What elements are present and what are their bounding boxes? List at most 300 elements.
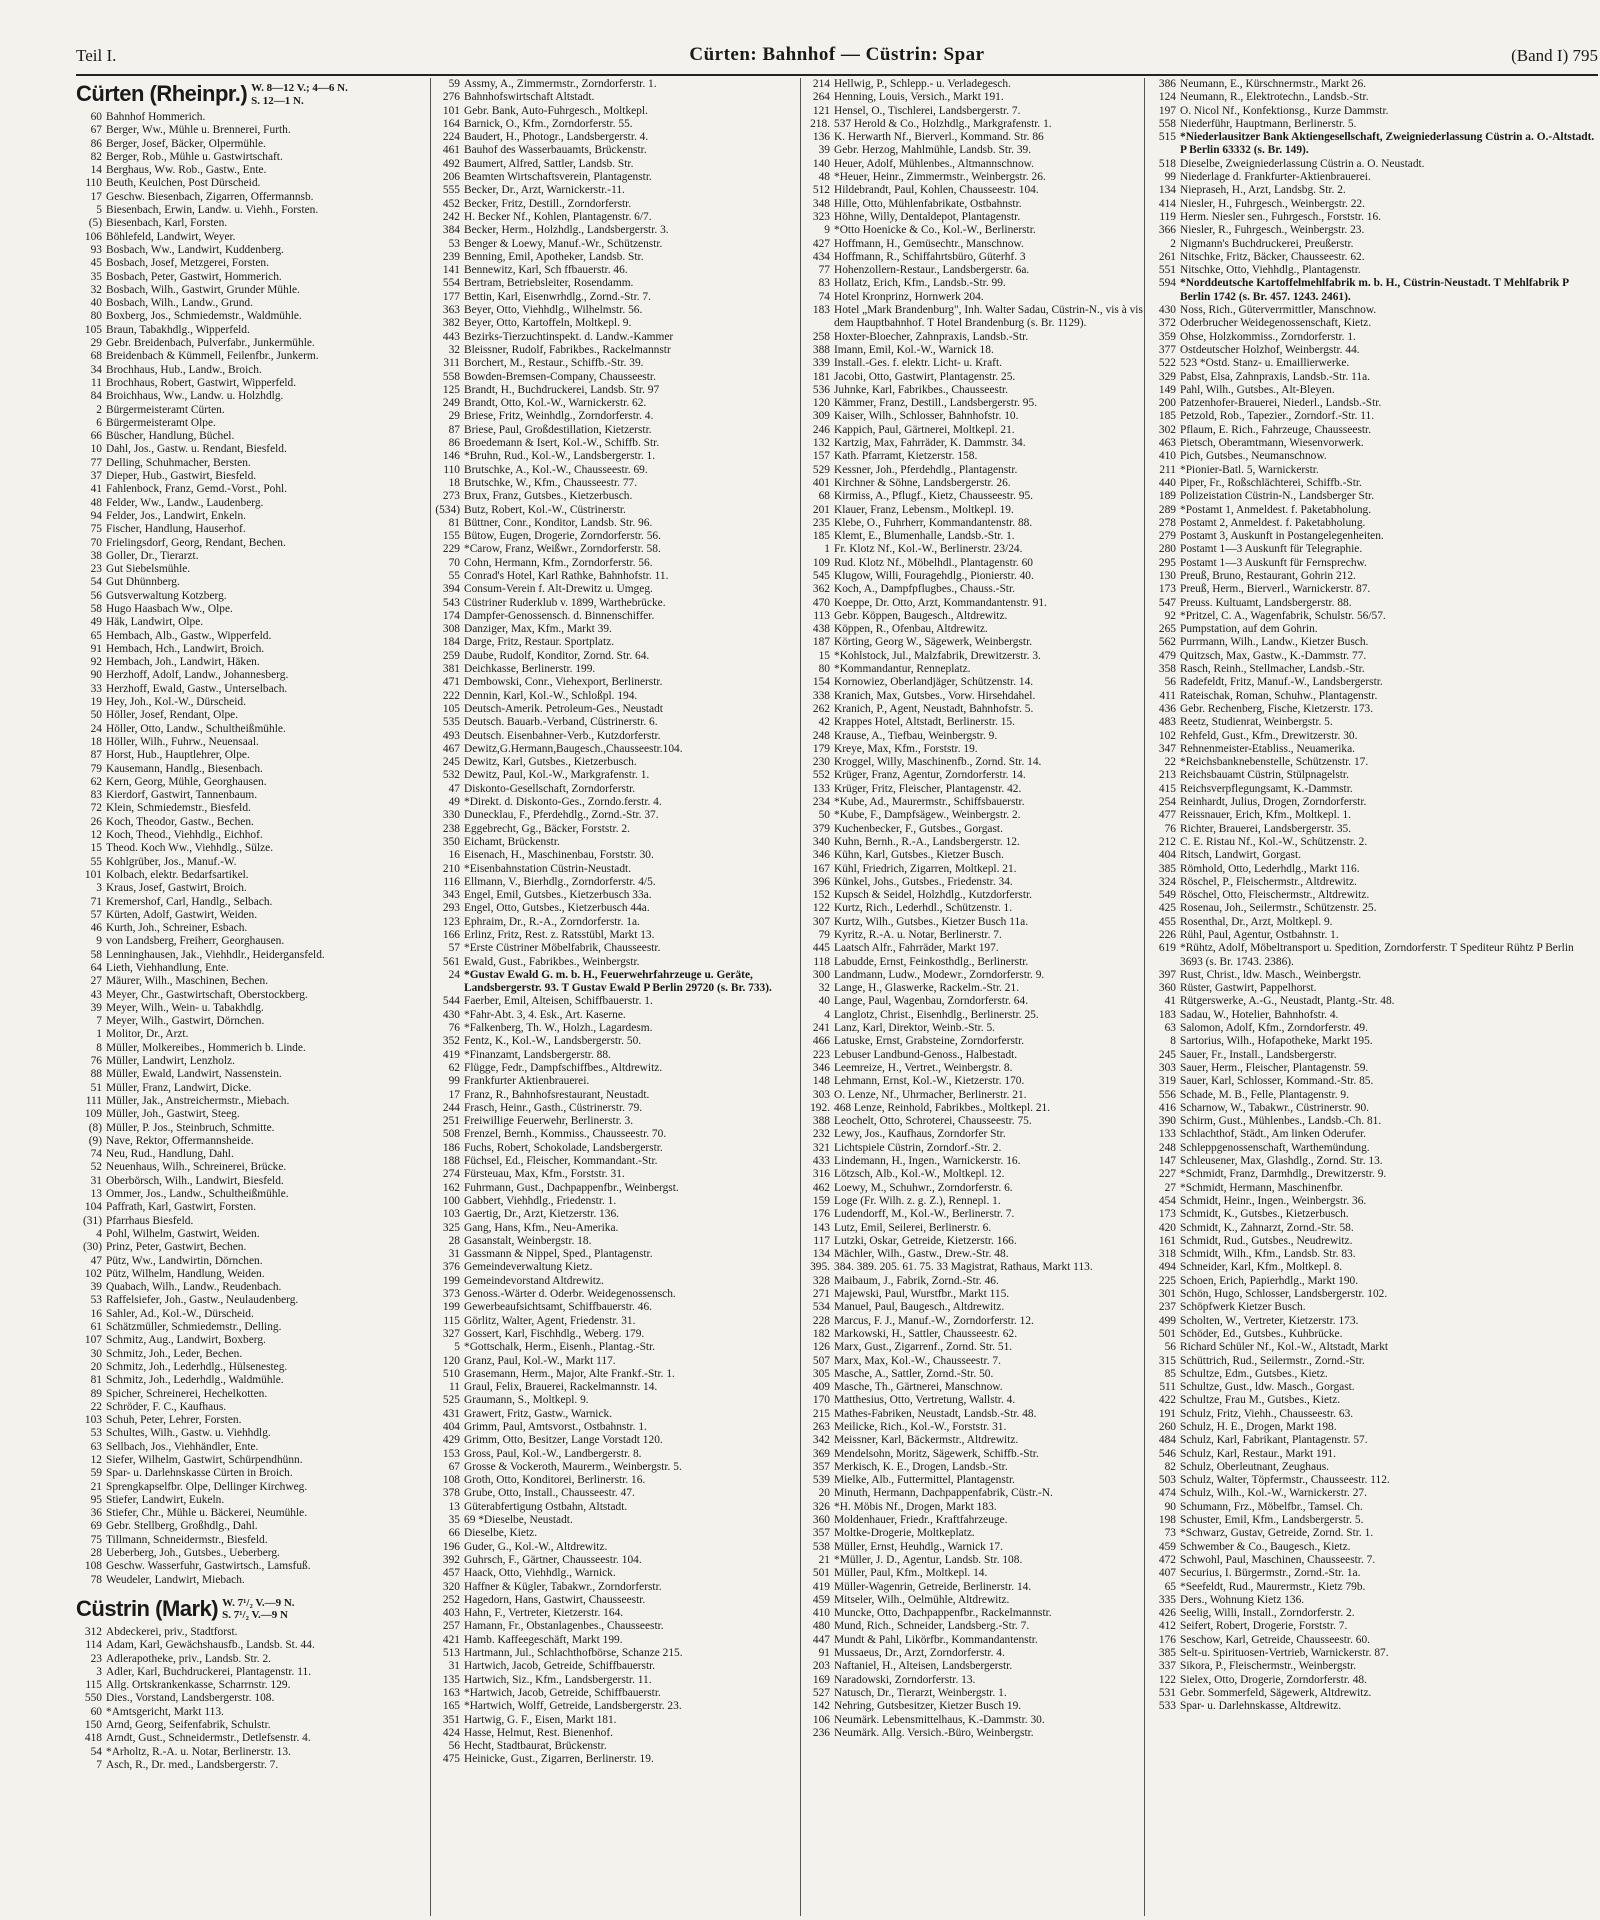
subscriber-name: Selt-u. Spirituosen-Vertrieb, Warnickerstr. 87. [1180, 1647, 1389, 1660]
directory-entry [1150, 1700, 1598, 1713]
directory-entry [804, 1394, 1144, 1407]
phone-number: 173 [1158, 1208, 1176, 1221]
phone-number: 57 [90, 908, 102, 921]
subscriber-name: Müller, Joh., Gastwirt, Steeg. [106, 1108, 240, 1121]
phone-number: 18 [90, 735, 102, 748]
directory-entry [804, 1607, 1144, 1620]
directory-entry [76, 1374, 426, 1387]
subscriber-name: Kurtz, Wilh., Gutsbes., Kietzer Busch 11a. [834, 915, 1029, 928]
phone-number: 108 [442, 1474, 460, 1487]
phone-number: 39 [90, 1281, 102, 1294]
phone-number: 311 [443, 357, 460, 370]
directory-entry [1150, 1355, 1598, 1368]
subscriber-name: Briese, Paul, Großdestillation, Kietzerstr. [464, 423, 652, 436]
subscriber-name: *Norddeutsche Kartoffelmehlfabrik m. b. H., Cüstrin-Neustadt. T Mehlfabrik P Berlin 1742 (s. Br. 457. 1243. 2461). [1180, 277, 1569, 303]
phone-number: 556 [1158, 1088, 1176, 1101]
subscriber-name: Kierdorf, Gastwirt, Tannenbaum. [106, 789, 258, 802]
subscriber-name: Brandt, H., Buchdruckerei, Landsb. Str. 97 [464, 383, 660, 396]
phone-number: 394 [442, 583, 460, 596]
subscriber-name: Hotel „Mark Brandenburg", Inh. Walter Sadau, Cüstrin-N., vis à vis dem Hauptbahnhof. T Hotel Brandenburg (s. Br. 1129). [834, 304, 1143, 330]
phone-number: 289 [1158, 503, 1176, 516]
directory-entry [76, 789, 426, 802]
subscriber-name: Sartorius, Wilh., Hofapotheke, Markt 195. [1180, 1035, 1373, 1048]
subscriber-name: Mendelsohn, Moritz, Sägewerk, Schiffb.-Str. [834, 1447, 1039, 1460]
phone-number: 69 [90, 1520, 102, 1533]
subscriber-name: Markowski, H., Sattler, Chausseestr. 62. [834, 1327, 1018, 1340]
directory-entry [434, 1727, 798, 1740]
directory-entry [434, 1035, 798, 1048]
directory-entry [804, 1035, 1144, 1048]
directory-entry [804, 1275, 1144, 1288]
phone-number: 56 [1164, 676, 1176, 689]
directory-entry [1150, 1687, 1598, 1700]
directory-entry [1150, 1381, 1598, 1394]
directory-entry [804, 836, 1144, 849]
phone-number: 198 [1158, 1514, 1176, 1527]
phone-number: 213 [1158, 769, 1176, 782]
subscriber-name: Conrad's Hotel, Karl Rathke, Bahnhofstr. 11. [464, 569, 669, 582]
subscriber-name: Gut Dhünnberg. [106, 576, 180, 589]
subscriber-name: Pütz, Ww., Landwirtin, Dörnchen. [106, 1254, 263, 1267]
phone-number: 84 [90, 390, 102, 403]
directory-entry [804, 384, 1144, 397]
directory-entry [804, 1301, 1144, 1314]
phone-number: 512 [812, 184, 830, 197]
directory-entry [804, 437, 1144, 450]
phone-number: 118 [813, 955, 830, 968]
subscriber-name: Neumann, E., Kürschnermstr., Markt 26. [1180, 78, 1367, 90]
directory-entry [1150, 105, 1598, 118]
subscriber-name: Mielke, Alb., Futtermittel, Plantagenstr. [834, 1474, 1015, 1487]
directory-entry [1150, 357, 1598, 370]
subscriber-name: Schmitz, Joh., Lederhdlg., Hülsenesteg. [106, 1360, 288, 1373]
directory-entry [76, 869, 426, 882]
phone-number: 21 [90, 1480, 102, 1493]
directory-entry [804, 158, 1144, 171]
subscriber-name: Gross, Paul, Kol.-W., Landbergerstr. 8. [464, 1447, 642, 1460]
directory-entry [434, 543, 798, 556]
directory-entry [76, 470, 426, 483]
phone-number: 366 [1158, 224, 1176, 237]
page-header [76, 40, 1598, 70]
phone-number: 452 [442, 197, 460, 210]
directory-entry [1150, 1128, 1598, 1141]
subscriber-name: *Eisenbahnstation Cüstrin-Neustadt. [464, 862, 632, 875]
phone-number: 263 [812, 1420, 830, 1433]
directory-entry [804, 543, 1144, 556]
subscriber-name: Dewitz, Karl, Gutsbes., Kietzerbusch. [464, 756, 637, 769]
phone-number: 169 [812, 1673, 830, 1686]
phone-number: 181 [812, 370, 830, 383]
phone-number: 440 [1158, 476, 1176, 489]
subscriber-name: Eggebrecht, Gg., Bäcker, Forststr. 2. [464, 822, 630, 835]
subscriber-name: Hartwig, G. F., Eisen, Markt 181. [464, 1713, 617, 1726]
subscriber-name: Richter, Brauerei, Landsbergerstr. 35. [1180, 822, 1352, 835]
phone-number: 191 [1158, 1407, 1176, 1420]
directory-entry [804, 78, 1144, 91]
directory-entry [76, 191, 426, 204]
phone-number: 157 [812, 450, 830, 463]
phone-number: 555 [442, 184, 460, 197]
subscriber-name: Darge, Fritz, Restaur. Sportplatz. [464, 636, 615, 649]
subscriber-name: Juhnke, Karl, Fabrikbes., Chausseestr. [834, 383, 1008, 396]
subscriber-name: Müller, Molkereibes., Hommerich b. Linde. [106, 1041, 306, 1054]
phone-number: 300 [812, 968, 830, 981]
phone-number: 51 [90, 1081, 102, 1094]
directory-entry [76, 1281, 426, 1294]
subscriber-name: Franz, R., Bahnhofsrestaurant, Neustadt. [464, 1088, 650, 1101]
directory-entry [804, 331, 1144, 344]
subscriber-name: Marx, Max, Kol.-W., Chausseestr. 7. [834, 1354, 1001, 1367]
directory-entry [434, 1009, 798, 1022]
phone-number: 24 [90, 722, 102, 735]
phone-number: 42 [818, 716, 830, 729]
subscriber-name: Marx, Gust., Zigarrenf., Zornd. Str. 51. [834, 1341, 1013, 1354]
phone-number: 140 [812, 157, 830, 170]
subscriber-name: Biesenbach, Erwin, Landw. u. Viehh., Forsten. [106, 204, 319, 217]
directory-entry [76, 776, 426, 789]
directory-entry [434, 464, 798, 477]
subscriber-name: Hembach, Alb., Gastw., Wipperfeld. [106, 629, 272, 642]
subscriber-name: *Kohlstock, Jul., Malzfabrik, Drewitzerstr. 3. [834, 649, 1041, 662]
phone-number: 165 [442, 1700, 460, 1713]
directory-entry [804, 1660, 1144, 1673]
subscriber-name: Rasch, Reinh., Stellmacher, Landsb.-Str. [1180, 663, 1365, 676]
subscriber-name: Mitseler, Wilh., Oelmühle, Altdrewitz. [834, 1593, 1010, 1606]
subscriber-name: Barnick, O., Kfm., Zorndorferstr. 55. [464, 117, 633, 130]
directory-entry [804, 863, 1144, 876]
directory-entry [76, 842, 426, 855]
phone-number: 92 [1164, 609, 1176, 622]
directory-entry [76, 656, 426, 669]
directory-entry [1150, 1022, 1598, 1035]
directory-entry [76, 1068, 426, 1081]
subscriber-name: Pumpstation, auf dem Gohrin. [1180, 623, 1318, 636]
subscriber-name: Bezirks-Tierzuchtinspekt. d. Landw.-Kammer [464, 330, 674, 343]
subscriber-name: Gassmann & Nippel, Sped., Plantagenstr. [464, 1248, 653, 1261]
phone-number: 102 [84, 1267, 102, 1280]
phone-number: 226 [1158, 929, 1176, 941]
phone-number: 73 [1164, 1527, 1176, 1540]
phone-number: 183 [1158, 1008, 1176, 1021]
phone-number: 101 [84, 868, 102, 881]
subscriber-name: Rust, Christ., ldw. Masch., Weinbergstr. [1180, 968, 1362, 981]
directory-entry [804, 916, 1144, 929]
subscriber-name: Schulz, Fritz, Viehh., Chausseestr. 63. [1180, 1407, 1354, 1420]
directory-entry [434, 636, 798, 649]
directory-entry [1150, 224, 1598, 237]
subscriber-name: Pich, Gutsbes., Neumanschnow. [1180, 450, 1327, 463]
phone-number: 3 [96, 1665, 102, 1678]
phone-number: 438 [812, 623, 830, 636]
directory-entry [804, 91, 1144, 104]
directory-entry [804, 1235, 1144, 1248]
directory-entry [804, 1168, 1144, 1181]
phone-number: 245 [1158, 1048, 1176, 1061]
directory-entry [1150, 1288, 1598, 1301]
subscriber-name: Höller, Josef, Rendant, Olpe. [106, 709, 239, 722]
phone-number: 79 [90, 762, 102, 775]
subscriber-name: Fuchs, Robert, Schokolade, Landsbergerstr. [464, 1141, 663, 1154]
subscriber-name: Frielingsdorf, Georg, Rendant, Bechen. [106, 536, 286, 549]
directory-entry [804, 1102, 1144, 1115]
directory-entry [1150, 1155, 1598, 1168]
subscriber-name: Seifert, Robert, Drogerie, Forststr. 7. [1180, 1620, 1348, 1633]
subscriber-name: Bertram, Betriebsleiter, Rosendamm. [464, 277, 634, 290]
directory-entry [434, 942, 798, 955]
directory-entry [1150, 982, 1598, 995]
subscriber-name: Schmidt, Wilh., Kfm., Landsb. Str. 83. [1180, 1248, 1356, 1261]
phone-number: 538 [812, 1540, 830, 1553]
subscriber-name: Niederlage d. Frankfurter-Aktienbrauerei. [1180, 171, 1371, 184]
subscriber-name: 523 *Ostd. Stanz- u. Emaillierwerke. [1180, 357, 1350, 370]
subscriber-name: Krause, A., Tiefbau, Weinbergstr. 9. [834, 729, 998, 742]
directory-entry [1150, 916, 1598, 929]
phone-number: 274 [442, 1168, 460, 1181]
directory-entry [76, 1653, 426, 1666]
subscriber-name: Mussaeus, Dr., Arzt, Zorndorferstr. 4. [834, 1647, 1005, 1660]
directory-entry [434, 557, 798, 570]
subscriber-name: Graul, Felix, Brauerei, Rackelmannstr. 14. [464, 1381, 658, 1394]
directory-entry [434, 504, 798, 517]
phone-number: 56 [448, 1740, 460, 1753]
subscriber-name: Hoffmann, H., Gemüsechtr., Manschnow. [834, 237, 1024, 250]
subscriber-name: Ommer, Jos., Landw., Schultheißmühle. [106, 1188, 289, 1201]
phone-number: 2 [96, 403, 102, 416]
subscriber-name: Marcus, F. J., Manuf.-W., Zorndorferstr. 12. [834, 1314, 1034, 1327]
directory-entry [76, 723, 426, 736]
subscriber-name: *Carow, Franz, Weißwr., Zorndorferstr. 58. [464, 543, 661, 556]
subscriber-name: Kurtz, Rich., Lederhdl., Schützenstr. 1. [834, 902, 1013, 915]
subscriber-name: Klein, Schmiedemstr., Biesfeld. [106, 802, 251, 815]
phone-number: 1 [96, 1028, 102, 1041]
directory-entry [804, 1288, 1144, 1301]
directory-entry [76, 138, 426, 151]
phone-number: 239 [442, 250, 460, 263]
directory-entry [804, 1714, 1144, 1727]
subscriber-name: Dennin, Karl, Kol.-W., Schloßpl. 194. [464, 689, 638, 702]
subscriber-name: Rühl, Paul, Agentur, Ostbahnstr. 1. [1180, 929, 1339, 941]
subscriber-name: *H. Möbis Nf., Drogen, Markt 183. [834, 1500, 997, 1513]
subscriber-name: *Pionier-Batl. 5, Warnickerstr. [1180, 463, 1319, 476]
subscriber-name: Patzenhofer-Brauerei, Niederl., Landsb.-Str. [1180, 397, 1382, 410]
directory-entry [804, 902, 1144, 915]
phone-number: 82 [1164, 1460, 1176, 1473]
subscriber-name: Ohse, Holzkommiss., Zorndorferstr. 1. [1180, 330, 1356, 343]
phone-number: 385 [1158, 862, 1176, 875]
phone-number: 77 [90, 456, 102, 469]
phone-number: 214 [812, 78, 830, 90]
directory-entry [76, 1560, 426, 1573]
directory-entry [434, 450, 798, 463]
directory-entry [804, 876, 1144, 889]
directory-entry [76, 550, 426, 563]
directory-entry [1150, 929, 1598, 942]
directory-entry [1150, 743, 1598, 756]
directory-entry [434, 1341, 798, 1354]
phone-number: 382 [442, 317, 460, 330]
directory-entry [434, 1089, 798, 1102]
phone-number: 499 [1158, 1314, 1176, 1327]
phone-number: 323 [812, 210, 830, 223]
phone-number: 466 [812, 1035, 830, 1048]
phone-number: 68 [90, 350, 102, 363]
subscriber-name: *Müller, J. D., Agentur, Landsb. Str. 108. [834, 1553, 1023, 1566]
subscriber-name: Hembach, Hch., Landwirt, Broich. [106, 642, 265, 655]
subscriber-name: Reinhardt, Julius, Drogen, Zorndorferstr. [1180, 796, 1367, 809]
subscriber-name: Krüger, Franz, Agentur, Zorndorferstr. 14. [834, 769, 1026, 782]
phone-number: 362 [812, 583, 830, 596]
directory-entry [76, 1441, 426, 1454]
directory-entry [804, 809, 1144, 822]
phone-number: 339 [812, 357, 830, 370]
subscriber-name: Dieper, Hub., Gastwirt, Biesfeld. [106, 470, 257, 483]
phone-number: 403 [442, 1607, 460, 1620]
subscriber-name: Berghaus, Ww. Rob., Gastw., Ente. [106, 164, 267, 177]
subscriber-name: Pütz, Wilhelm, Handlung, Weiden. [106, 1267, 265, 1280]
directory-entry [434, 184, 798, 197]
phone-number: 110 [85, 177, 102, 190]
phone-number: 534 [812, 1301, 830, 1314]
phone-number: 52 [90, 1161, 102, 1174]
subscriber-name: Naradowski, Zorndorferstr. 13. [834, 1673, 976, 1686]
subscriber-name: Müller, Landwirt, Lenzholz. [106, 1055, 235, 1068]
directory-entry [1150, 504, 1598, 517]
directory-entry [76, 244, 426, 257]
subscriber-name: Pflaum, E. Rich., Fahrzeuge, Chausseestr. [1180, 423, 1372, 436]
directory-entry [804, 1461, 1144, 1474]
subscriber-name: Deutsch. Bauarb.-Verband, Cüstrinerstr. 6. [464, 716, 658, 729]
phone-number: 203 [812, 1660, 830, 1673]
subscriber-name: *Hartwich, Jacob, Getreide, Schiffbauerstr. [464, 1686, 661, 1699]
subscriber-name: Schwember & Co., Baugesch., Kietz. [1180, 1540, 1351, 1553]
directory-entry [434, 583, 798, 596]
subscriber-name: Cüstriner Ruderklub v. 1899, Warthebrücke. [464, 596, 666, 609]
subscriber-name: Engel, Otto, Gutsbes., Kietzerbusch 44a. [464, 902, 650, 915]
phone-number: 558 [442, 370, 460, 383]
phone-number: 182 [812, 1327, 830, 1340]
phone-number: 106 [84, 230, 102, 243]
subscriber-name: Grube, Otto, Install., Chausseestr. 47. [464, 1487, 635, 1500]
subscriber-name: Haffner & Kügler, Tabakwr., Zorndorferstr. [464, 1580, 662, 1593]
subscriber-name: Lanz, Karl, Direktor, Weinb.-Str. 5. [834, 1022, 996, 1035]
directory-entry [434, 1501, 798, 1514]
phone-number: 348 [812, 197, 830, 210]
phone-number: 47 [448, 782, 460, 795]
subscriber-name: *Gustav Ewald G. m. b. H., Feuerwehrfahrzeuge u. Geräte, Landsbergerstr. 93. T Gustav Ewald P Berlin 29720 (s. Br. 733). [464, 968, 772, 995]
directory-entry [434, 650, 798, 663]
subscriber-name: Butz, Robert, Kol.-W., Cüstrinerstr. [464, 503, 626, 516]
directory-entry [76, 1547, 426, 1560]
phone-number: 134 [1158, 184, 1176, 197]
phone-number: 303 [812, 1088, 830, 1101]
directory-entry [76, 975, 426, 988]
header-rule [76, 74, 1598, 76]
phone-number: 60 [90, 1705, 102, 1718]
directory-entry [76, 1414, 426, 1427]
phone-number: 99 [1164, 171, 1176, 184]
phone-number: 15 [818, 649, 830, 662]
directory-entry [76, 1002, 426, 1015]
phone-number: 93 [90, 243, 102, 256]
subscriber-name: Latuske, Ernst, Grabsteine, Zorndorferstr. [834, 1035, 1025, 1048]
directory-entry [1150, 1554, 1598, 1567]
subscriber-name: Schmitz, Joh., Leder, Bechen. [106, 1347, 243, 1360]
directory-entry [804, 1022, 1144, 1035]
directory-entry [434, 1062, 798, 1075]
directory-entry [1150, 1581, 1598, 1594]
phone-number: 50 [818, 809, 830, 822]
directory-entry [434, 1235, 798, 1248]
phone-number: 236 [812, 1726, 830, 1739]
directory-entry [804, 1620, 1144, 1633]
phone-number: 130 [1158, 569, 1176, 582]
phone-number: 258 [812, 330, 830, 343]
subscriber-name: *Kube, F., Dampfsägew., Weinbergstr. 2. [834, 809, 1021, 822]
phone-number: 71 [90, 895, 102, 908]
directory-entry [76, 350, 426, 363]
subscriber-name: Cohn, Hermann, Kfm., Zorndorferstr. 56. [464, 556, 653, 569]
phone-number: 12 [90, 829, 102, 842]
phone-number: 230 [812, 756, 830, 769]
directory-entry [804, 663, 1144, 676]
subscriber-name: Preuß, Bruno, Restaurant, Gohrin 212. [1180, 569, 1356, 582]
directory-entry [1150, 1421, 1598, 1434]
subscriber-name: Oberbörsch, Wilh., Landwirt, Biesfeld. [106, 1174, 284, 1187]
directory-entry [76, 1454, 426, 1467]
phone-number: 404 [442, 1420, 460, 1433]
directory-entry [804, 1155, 1144, 1168]
directory-entry [1150, 1541, 1598, 1554]
directory-entry [76, 1215, 426, 1228]
directory-entry [804, 1501, 1144, 1514]
phone-number: 55 [90, 855, 102, 868]
phone-number: 562 [1158, 636, 1176, 649]
directory-entry [804, 756, 1144, 769]
directory-entry [76, 1574, 426, 1587]
directory-entry [1150, 849, 1598, 862]
phone-number: 46 [90, 922, 102, 935]
subscriber-name: Kroggel, Willy, Maschinenfb., Zornd. Str. 14. [834, 756, 1042, 769]
directory-entry [1150, 543, 1598, 556]
subscriber-name: *Reichsbanknebenstelle, Schützenstr. 17. [1180, 756, 1369, 769]
phone-number: 347 [1158, 742, 1176, 755]
subscriber-name: Gebr. Stellberg, Großhdlg., Dahl. [106, 1520, 258, 1533]
header-left: Teil I. [76, 46, 117, 65]
phone-number: 8 [96, 1041, 102, 1054]
phone-number: 76 [90, 1055, 102, 1068]
phone-number: 539 [812, 1474, 830, 1487]
subscriber-name: Horst, Hub., Hauptlehrer, Olpe. [106, 749, 250, 762]
subscriber-name: *Schwarz, Gustav, Getreide, Zornd. Str. 1. [1180, 1527, 1374, 1540]
phone-number: 372 [1158, 317, 1176, 330]
directory-entry [804, 198, 1144, 211]
phone-number: 92 [90, 656, 102, 669]
directory-entry [1150, 1567, 1598, 1580]
subscriber-name: Körting, Georg W., Sägewerk, Weinbergstr. [834, 636, 1033, 649]
phone-number: 241 [812, 1022, 830, 1035]
directory-entry [434, 1634, 798, 1647]
phone-number: 424 [442, 1726, 460, 1739]
subscriber-name: Meyer, Wilh., Wein- u. Tabakhdlg. [106, 1001, 264, 1014]
directory-column [804, 78, 1144, 1916]
directory-entry [1150, 1315, 1598, 1328]
subscriber-name: Niepraseh, H., Arzt, Landsbg. Str. 2. [1180, 184, 1346, 197]
phone-number: 48 [818, 171, 830, 184]
phone-number: 396 [812, 875, 830, 888]
header-title: Cürten: Bahnhof — Cüstrin: Spar [689, 44, 985, 65]
subscriber-name: Reetz, Studienrat, Weinbergstr. 5. [1180, 716, 1333, 729]
